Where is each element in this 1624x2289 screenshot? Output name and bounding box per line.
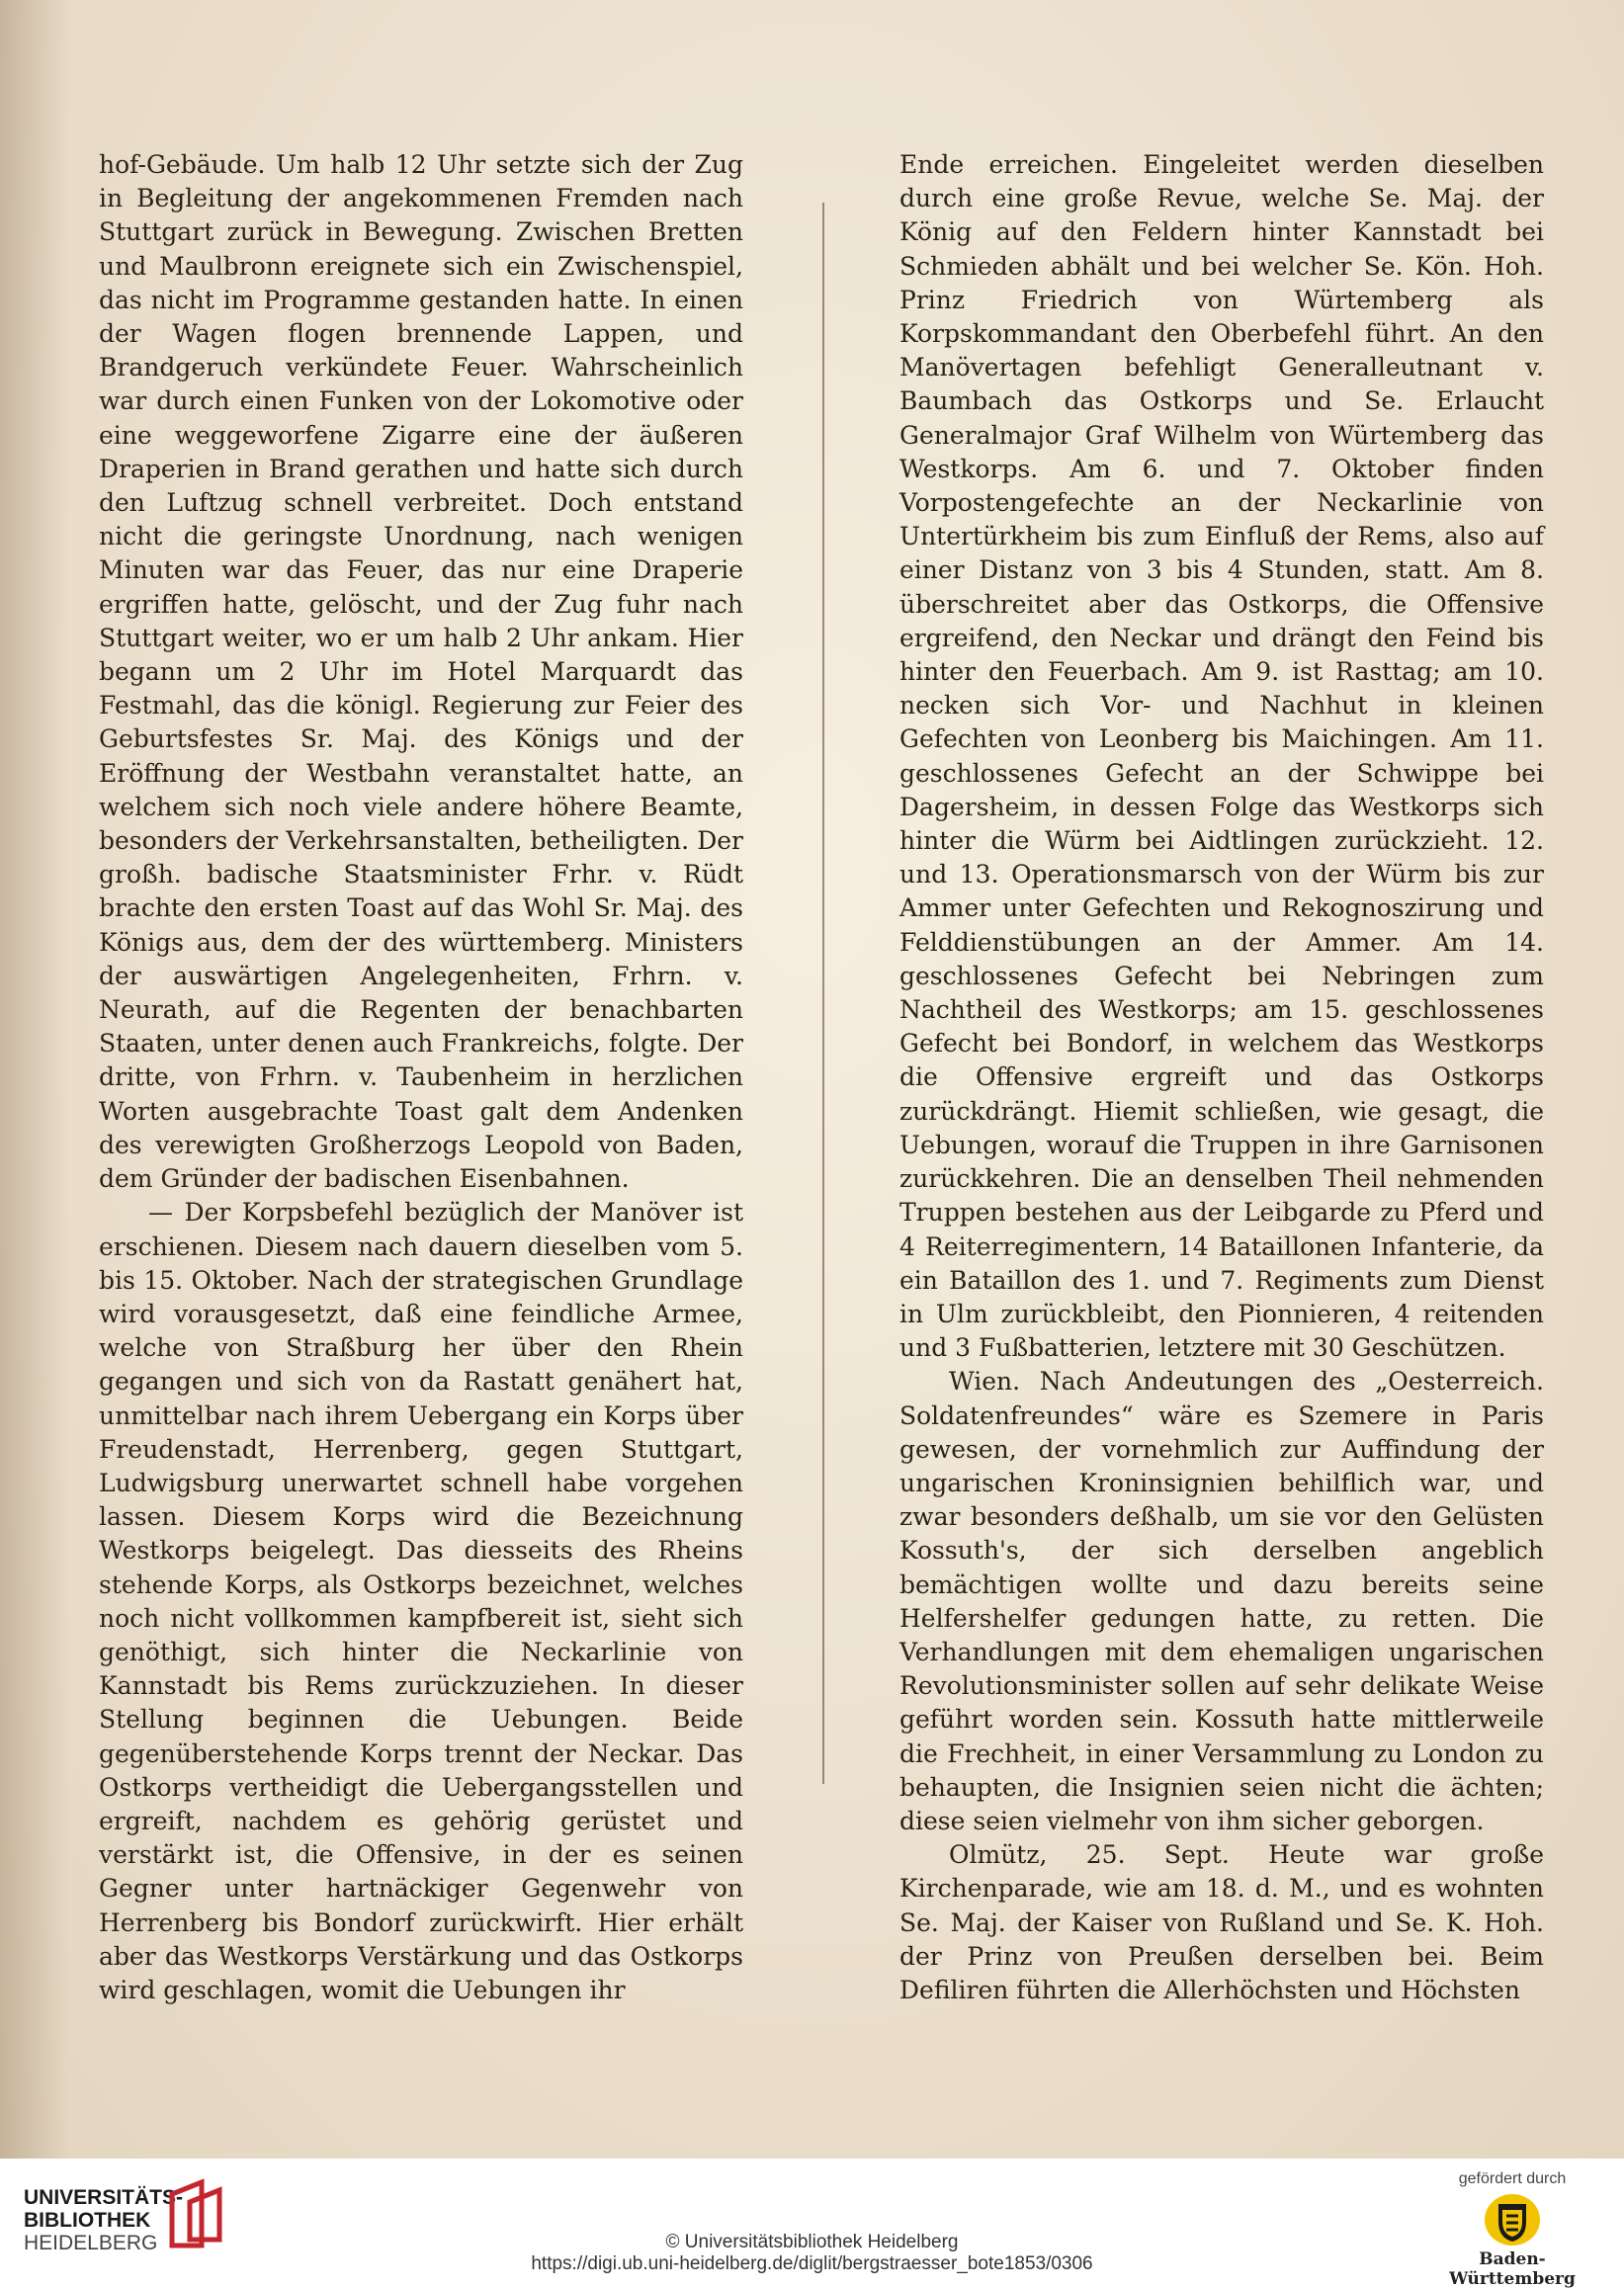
library-name-line-1: UNIVERSITÄTS- [24,2186,184,2209]
right-column [899,148,1544,2007]
right-paragraph-3: Olmütz, 25. Sept. Heute war große Kirchenparade, wie am 18. d. M., und es wohnten Se. Maj. der Kaiser von Rußland und Se. K. Hoh. der Prinz von Preußen derselben bei. Beim Defiliren führten die Allerhöchsten und Höchsten [899,1840,1544,2004]
right-paragraph-1: Ende erreichen. Eingeleitet werden dieselben durch eine große Revue, welche Se. Maj. der König auf den Feldern hinter Kannstadt bei Schmieden abhält und bei welcher Se. Kön. Hoh. Prinz Friedrich von Würtemberg als Korpskommandant den Oberbefehl führt. An den Manövertagen befehligt Generalleutnant v. Baumbach das Ostkorps und Se. Erlaucht Generalmajor Graf Wilhelm von Würtemberg das Westkorps. Am 6. und 7. Oktober finden Vorpostengefechte an der Neckarlinie von Untertürkheim bis zum Einfluß der Rems, also auf einer Distanz von 3 bis 4 Stunden, statt. Am 8. überschreitet aber das Ostkorps, die Offensive ergreifend, den Neckar und drängt den Feind bis hinter den Feuerbach. Am 9. ist Rasttag; am 10. necken sich Vor- und Nachhut in kleinen Gefechten von Leonberg bis Maichingen. Am 11. geschlossenes Gefecht an der Schwippe bei Dagersheim, in dessen Folge das Westkorps sich hinter die Würm bei Aidtlingen zurückzieht. 12. und 13. Operationsmarsch von der Würm bis zur Ammer unter Gefechten und Rekognoszirung und Felddienstübungen an der Ammer. Am 14. geschlossenes Gefecht bei Nebringen zum Nachtheil des Westkorps; am 15. geschlossenes Gefecht bei Bondorf, in welchem das Westkorps die Offensive ergreift und das Ostkorps zurückdrängt. Hiemit schließen, wie gesagt, die Uebungen, worauf die Truppen in ihre Garnisonen zurückkehren. Die an denselben Theil nehmenden Truppen bestehen aus der Leibgarde zu Pferd und 4 Reiterregimentern, 14 Bataillonen Infanterie, da ein Bataillon des 1. und 7. Regiments zum Dienst in Ulm zurückbleibt, den Pionnieren, 4 reitenden und 3 Fußbatterien, letztere mit 30 Geschützen. [899,150,1544,1363]
funded-by-label: gefördert durch [1458,2170,1567,2187]
left-paragraph-2: — Der Korpsbefehl bezüglich der Manöver ist erschienen. Diesem nach dauern dieselben vom 5. bis 15. Oktober. Nach der strategischen Grundlage wird vorausgesetzt, daß eine feindliche Armee, welche von Straßburg her über den Rhein gegangen und sich von da Rastatt genähert hat, unmittelbar nach ihrem Uebergang ein Korps über Freudenstadt, Herrenberg, gegen Stuttgart, Ludwigsburg unerwartet schnell habe vorgehen lassen. Diesem Korps wird die Bezeichnung Westkorps beigelegt. Das diesseits des Rheins stehende Korps, als Ostkorps bezeichnet, welches noch nicht vollkommen kampfbereit ist, sieht sich genöthigt, sich hinter die Neckarlinie von Kannstadt bis Rems zurückzuziehen. In dieser Stellung beginnen die Uebungen. Beide gegenüberstehende Korps trennt der Neckar. Das Ostkorps vertheidigt die Uebergangsstellen und ergreift, nachdem es gehörig gerüstet und verstärkt ist, die Offensive, in der es seinen Gegner unter hartnäckiger Gegenwehr von Herrenberg bis Bondorf zurückwirft. Hier erhält aber das Westkorps Verstärkung und das Ostkorps wird geschlagen, womit die Uebungen ihr [99,1198,743,2004]
column-divider [822,203,824,1784]
right-paragraph-2: Wien. Nach Andeutungen des „Oesterreich. Soldatenfreundes“ wäre es Szemere in Paris gewesen, der vornehmlich zur Auffindung der ungarischen Kroninsignien behilflich war, und zwar besonders deßhalb, um sie vor den Gelüsten Kossuth's, der sich derselben angeblich bemächtigen wollte und dazu bereits seine Helfershelfer gedungen hatte, zu retten. Die Verhandlungen mit dem ehemaligen ungarischen Revolutionsminister sollen auf sehr delikate Weise geführt worden sein. Kossuth hatte mittlerweile die Frechheit, in einer Versammlung zu London zu behaupten, die Insignien seien nicht die ächten; diese seien vielmehr von ihm sicher geborgen. [899,1367,1544,1835]
copyright-notice: © Universitätsbibliothek Heidelberg [665,2232,959,2252]
permalink[interactable]: https://digi.ub.uni-heidelberg.de/diglit/bergstraesser_bote1853/0306 [531,2253,1093,2274]
page-fold-shadow [0,0,69,2159]
baden-wuerttemberg-crest-icon [1483,2192,1542,2247]
left-column [99,148,743,2007]
funder-name: Baden-Württemberg [1449,2249,1576,2289]
left-paragraph-1: hof-Gebäude. Um halb 12 Uhr setzte sich der Zug in Begleitung der angekommenen Fremden nach Stuttgart zurück in Bewegung. Zwischen Bretten und Maulbronn ereignete sich ein Zwischenspiel, das nicht im Programme gestanden hatte. In einen der Wagen flogen brennende Lappen, und Brandgeruch verkündete Feuer. Wahrscheinlich war durch einen Funken von der Lokomotive oder eine weggeworfene Zigarre eine der äußeren Draperien in Brand gerathen und hatte sich durch den Luftzug schnell verbreitet. Doch entstand nicht die geringste Unordnung, nach wenigen Minuten war das Feuer, das nur eine Draperie ergriffen hatte, gelöscht, und der Zug fuhr nach Stuttgart weiter, wo er um halb 2 Uhr ankam. Hier begann um 2 Uhr im Hotel Marquardt das Festmahl, das die königl. Regierung zur Feier des Geburtsfestes Sr. Maj. des Königs und der Eröffnung der Westbahn veranstaltet hatte, an welchem sich noch viele andere höhere Beamte, besonders der Verkehrsanstalten, betheiligten. Der großh. badische Staatsminister Frhr. v. Rüdt brachte den ersten Toast auf das Wohl Sr. Maj. des Königs aus, dem der des württemberg. Ministers der auswärtigen Angelegenheiten, Frhrn. v. Neurath, auf die Regenten der benachbarten Staaten, unter denen auch Frankreichs, folgte. Der dritte, von Frhrn. v. Taubenheim in herzlichen Worten ausgebrachte Toast galt dem Andenken des verewigten Großherzogs Leopold von Baden, dem Gründer der badischen Eisenbahnen. [99,150,743,1194]
library-name-line-3: HEIDELBERG [24,2232,158,2254]
library-name-line-2: BIBLIOTHEK [24,2209,151,2232]
